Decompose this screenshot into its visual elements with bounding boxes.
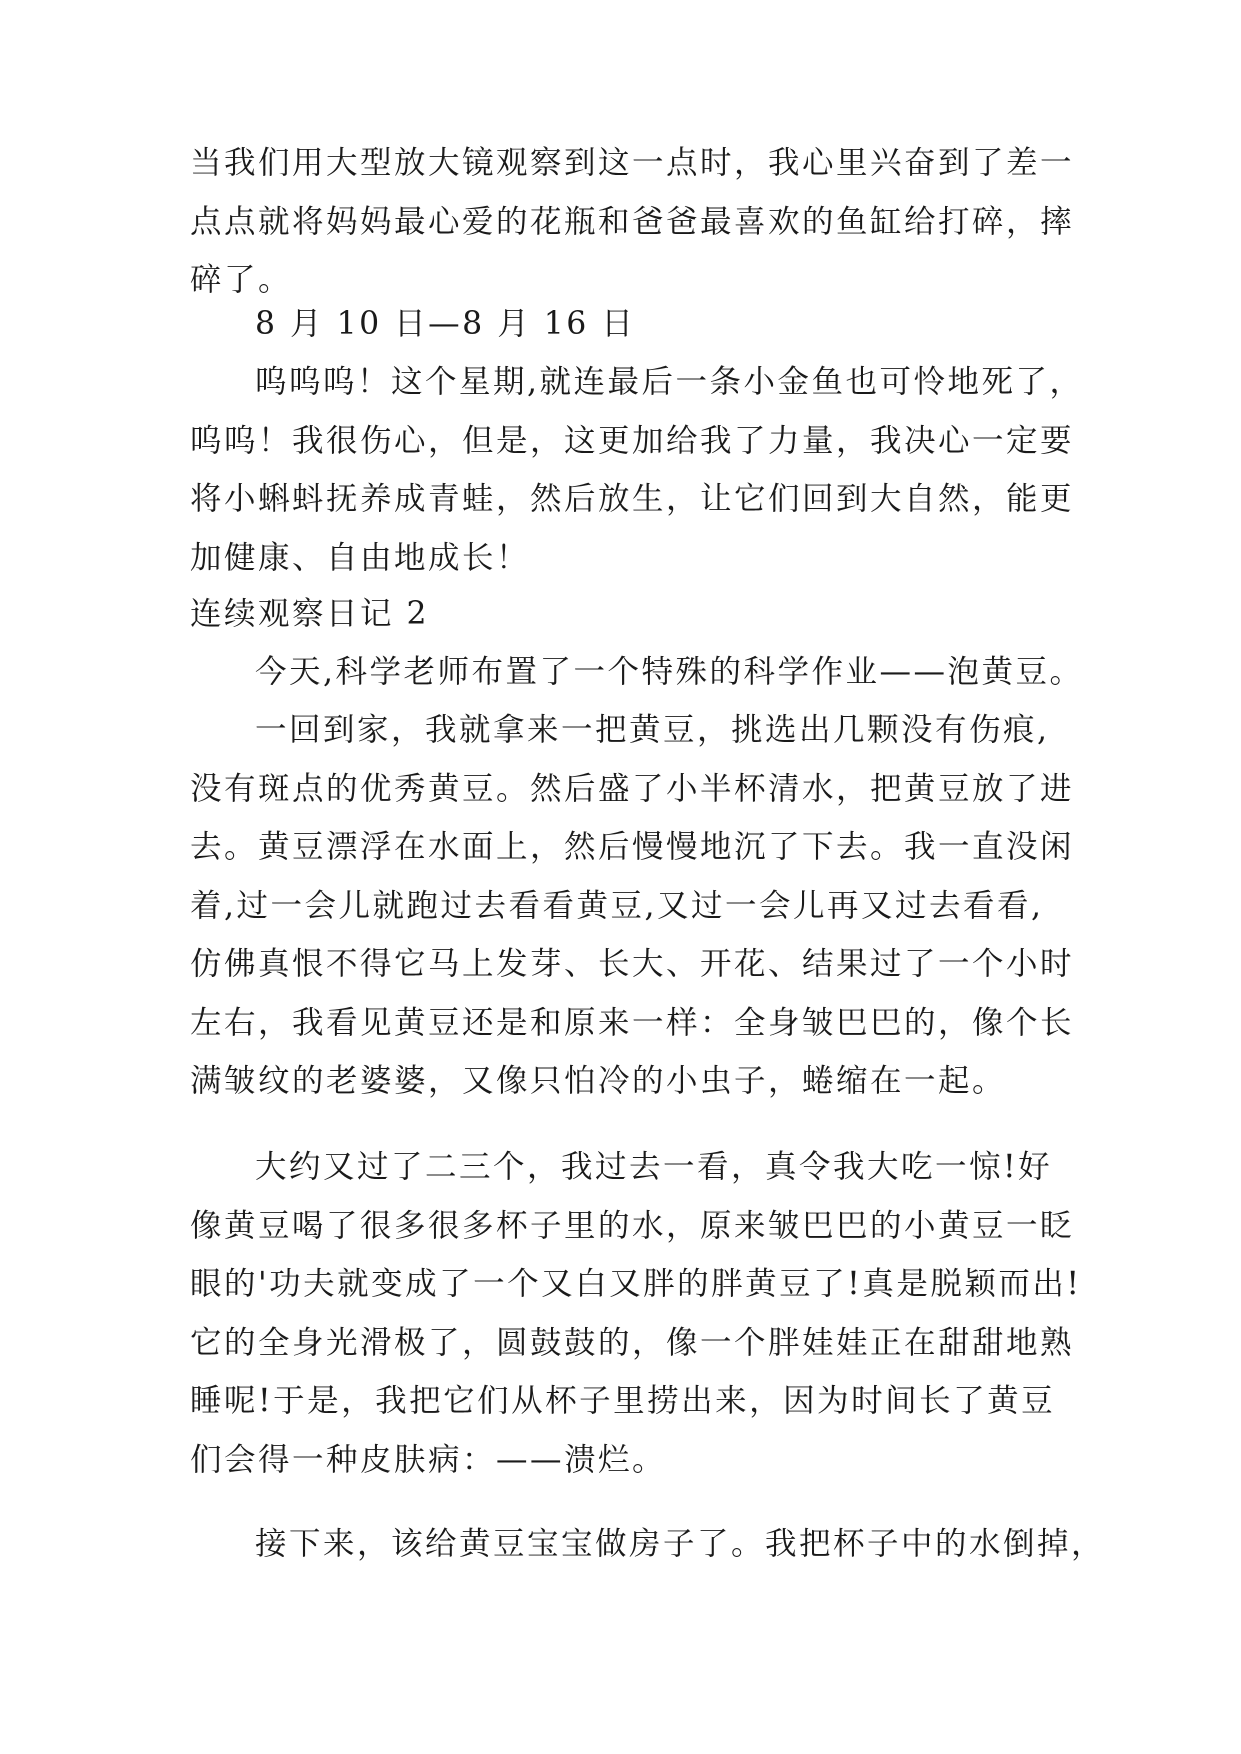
text-line: 满皱纹的老婆婆，又像只怕冷的小虫子，蜷缩在一起。 xyxy=(190,1063,1007,1099)
section-title xyxy=(190,585,1060,644)
paragraph-house xyxy=(190,1515,1106,1574)
text-line: 去。黄豆漂浮在水面上，然后慢慢地沉了下去。我一直没闲 xyxy=(190,829,1075,865)
text-line: 左右，我看见黄豆还是和原来一样：全身皱巴巴的，像个长 xyxy=(190,1004,1075,1041)
text-line: 点点就将妈妈最心爱的花瓶和爸爸最喜欢的鱼缸给打碎，摔 xyxy=(190,203,1075,240)
text-line: 8 月 10 日—8 月 16 日 xyxy=(255,306,636,342)
date-heading xyxy=(190,295,1060,354)
text-line: 连续观察日记 2 xyxy=(190,596,430,632)
text-line: 像黄豆喝了很多很多杯子里的水，原来皱巴巴的小黄豆一眨 xyxy=(190,1207,1075,1244)
text-line: 当我们用大型放大镜观察到这一点时，我心里兴奋到了差一 xyxy=(190,145,1075,181)
text-line: 它的全身光滑极了，圆鼓鼓的，像一个胖娃娃正在甜甜地熟 xyxy=(190,1324,1075,1361)
paragraph-continuation xyxy=(190,134,1075,310)
text-line: 着,过一会儿就跑过去看看黄豆,又过一会儿再又过去看看, xyxy=(190,887,1044,924)
paragraph-assignment xyxy=(190,643,1084,702)
text-line: 接下来，该给黄豆宝宝做房子了。我把杯子中的水倒掉， xyxy=(255,1526,1106,1562)
text-line: 加健康、自由地成长！ xyxy=(190,539,531,576)
text-line: 没有斑点的优秀黄豆。然后盛了小半杯清水，把黄豆放了进 xyxy=(190,770,1075,807)
text-line: 一回到家，我就拿来一把黄豆，挑选出几颗没有伤痕, xyxy=(255,712,1050,748)
text-line: 们会得一种皮肤病：——溃烂。 xyxy=(190,1441,667,1478)
paragraph-soaking xyxy=(190,701,1075,1111)
text-line: 今天,科学老师布置了一个特殊的科学作业——泡黄豆。 xyxy=(255,654,1084,690)
text-line: 将小蝌蚪抚养成青蛙，然后放生，让它们回到大自然，能更 xyxy=(190,481,1075,517)
text-line: 仿佛真恨不得它马上发芽、长大、开花、结果过了一个小时 xyxy=(190,946,1075,982)
text-line: 睡呢!于是，我把它们从杯子里捞出来，因为时间长了黄豆 xyxy=(190,1383,1056,1419)
text-line: 大约又过了二三个，我过去一看，真令我大吃一惊!好 xyxy=(255,1149,1053,1185)
text-line: 呜呜呜！这个星期,就连最后一条小金鱼也可怜地死了， xyxy=(255,364,1084,400)
paragraph-goldfish xyxy=(190,353,1084,587)
paragraph-swollen xyxy=(190,1138,1082,1489)
text-line: 呜呜！我很伤心，但是，这更加给我了力量，我决心一定要 xyxy=(190,422,1075,459)
text-line: 眼的'功夫就变成了一个又白又胖的胖黄豆了!真是脱颖而出! xyxy=(190,1266,1082,1302)
text-line: 碎了。 xyxy=(190,262,293,298)
